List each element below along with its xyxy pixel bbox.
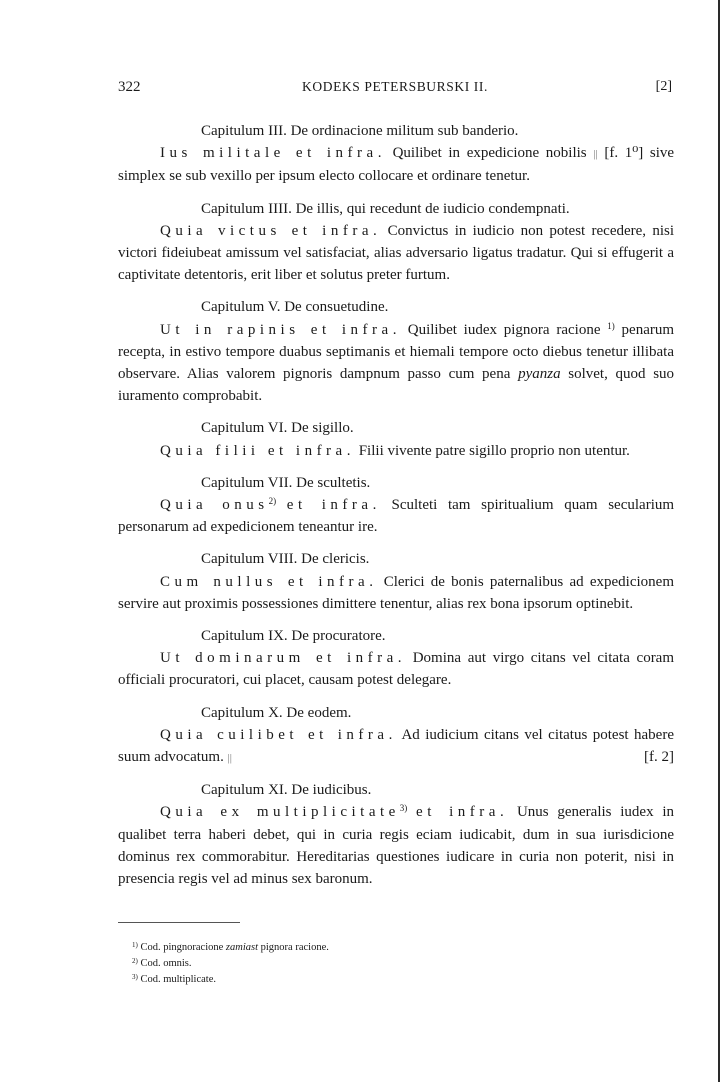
chapter-incipit: Ut in rapinis et infra. [160, 321, 401, 338]
chapter-9 [118, 625, 674, 692]
chapter-7 [118, 472, 674, 539]
chapter-8 [118, 548, 674, 615]
chapter-10 [118, 702, 674, 770]
chapter-heading: Capitulum VII. De scultetis. [201, 474, 371, 491]
folio-marker: [f. 1⁰] [604, 145, 644, 162]
chapter-5 [118, 296, 674, 407]
chapter-incipit: Ut dominarum et infra. [160, 650, 407, 667]
page-number: 322 [118, 79, 141, 95]
folio-marker: [f. 2] [644, 749, 674, 766]
section-mark: [2] [655, 79, 672, 94]
chapter-text: Ius militale et infra. Quilibet in expedicione nobilis || [f. 1⁰] sive simplex se sub vexillo per ipsum electo collocare et ordinare tenetur. [118, 145, 675, 185]
chapter-text: Ut in rapinis et infra. Quilibet iudex pignora racione $^{1)}$ penarum recepta, in estivo tempore duabus septimanis et hiemali tempore octo diebus tenetur illibata observare. Alias valorem pignoris dampnum passo cum pena pyanza solvet, quod suo iuramento comprobabit. [118, 320, 675, 405]
footnote: $^{2)}$ Cod. omnis. [132, 957, 192, 969]
footnote-ref: 1) [607, 320, 615, 331]
chapter-heading: Capitulum VI. De sigillo. [201, 420, 354, 437]
italic-term: pyanza [518, 366, 561, 383]
footnote-rule [118, 922, 240, 923]
chapter-heading: Capitulum VIII. De clericis. [201, 551, 370, 568]
chapter-6 [118, 417, 674, 461]
folio-divider: || [227, 752, 232, 765]
chapter-11 [118, 779, 674, 890]
chapter-heading: Capitulum V. De consuetudine. [201, 299, 389, 316]
chapter-incipit: Quia victus et infra. [160, 222, 382, 239]
chapter-incipit: Cum nullus et infra. [160, 573, 378, 590]
chapter-incipit: Quia ex multiplicitate [160, 804, 400, 821]
chapter-text: Ut dominarum et infra. Domina aut virgo citans vel citata coram officiali procuratori, cui placet, causam potest delegare. [118, 650, 675, 689]
chapter-text: Cum nullus et infra. Clerici de bonis paternalibus ad expedicionem servire aut proximis possessiones dimittere tenentur, alias rex bona ipsorum optinebit. [118, 573, 674, 612]
footnote-ref: 2) [268, 496, 277, 507]
chapter-heading: Capitulum IIII. De illis, qui recedunt de iudicio condempnati. [201, 200, 570, 217]
footnote-ref: 3) [399, 803, 408, 814]
chapter-heading: Capitulum III. De ordinacione militum sub banderio. [201, 123, 519, 139]
chapter-3 [118, 120, 674, 188]
chapter-text: Quia victus et infra. Convictus in iudicio non potest recedere, nisi victori fideiubeat amissum vel satisfaciat, alias adversario ligatus tradatur. Qui si effugerit a captivitate detentoris, erit liber et solutus preter furtum. [118, 222, 675, 284]
running-title: KODEKS PETERSBURSKI II. [302, 79, 488, 94]
chapter-incipit: Quia onus [160, 497, 269, 514]
chapter-incipit: Ius militale et infra. [160, 145, 386, 162]
chapter-text: Quia cuilibet et infra. Ad iudicium citans vel citatus potest habere suum advocatum. || [f. 2] [118, 724, 674, 769]
folio-divider: || [593, 148, 598, 161]
chapter-incipit: Quia filii et infra. [160, 442, 355, 459]
chapter-text: Quia filii et infra. Filii vivente patre sigillo proprio non utentur. [160, 442, 630, 459]
chapter-heading: Capitulum X. De eodem. [201, 704, 352, 721]
chapter-text: Quia ex multiplicitate$^{3)}$ et infra. Unus generalis iudex in qualibet terra haberi debet, qui in curia regis eciam iudicabit, dum in sua iurisdicione dominus rex commorabitur. Hereditarias questiones iudicare in curia non poterit, nisi in presencia regis vel ad minus sex baronum. [118, 803, 674, 888]
footnotes [118, 940, 688, 988]
chapter-heading: Capitulum IX. De procuratore. [201, 628, 386, 645]
chapter-incipit: Quia cuilibet et infra. [160, 726, 397, 743]
footnote: $^{1)}$ Cod. pingnoracione zamiast pignora racione. [132, 941, 329, 953]
main-text [118, 120, 674, 900]
chapter-4 [118, 198, 674, 287]
chapter-text: Quia onus$^{2)}$ et infra. Sculteti tam spiritualium quam secularium personarum ad expedicionem teneantur ire. [118, 496, 675, 536]
chapter-heading: Capitulum XI. De iudicibus. [201, 782, 372, 799]
footnote: $^{3)}$ Cod. multiplicate. [132, 973, 216, 985]
